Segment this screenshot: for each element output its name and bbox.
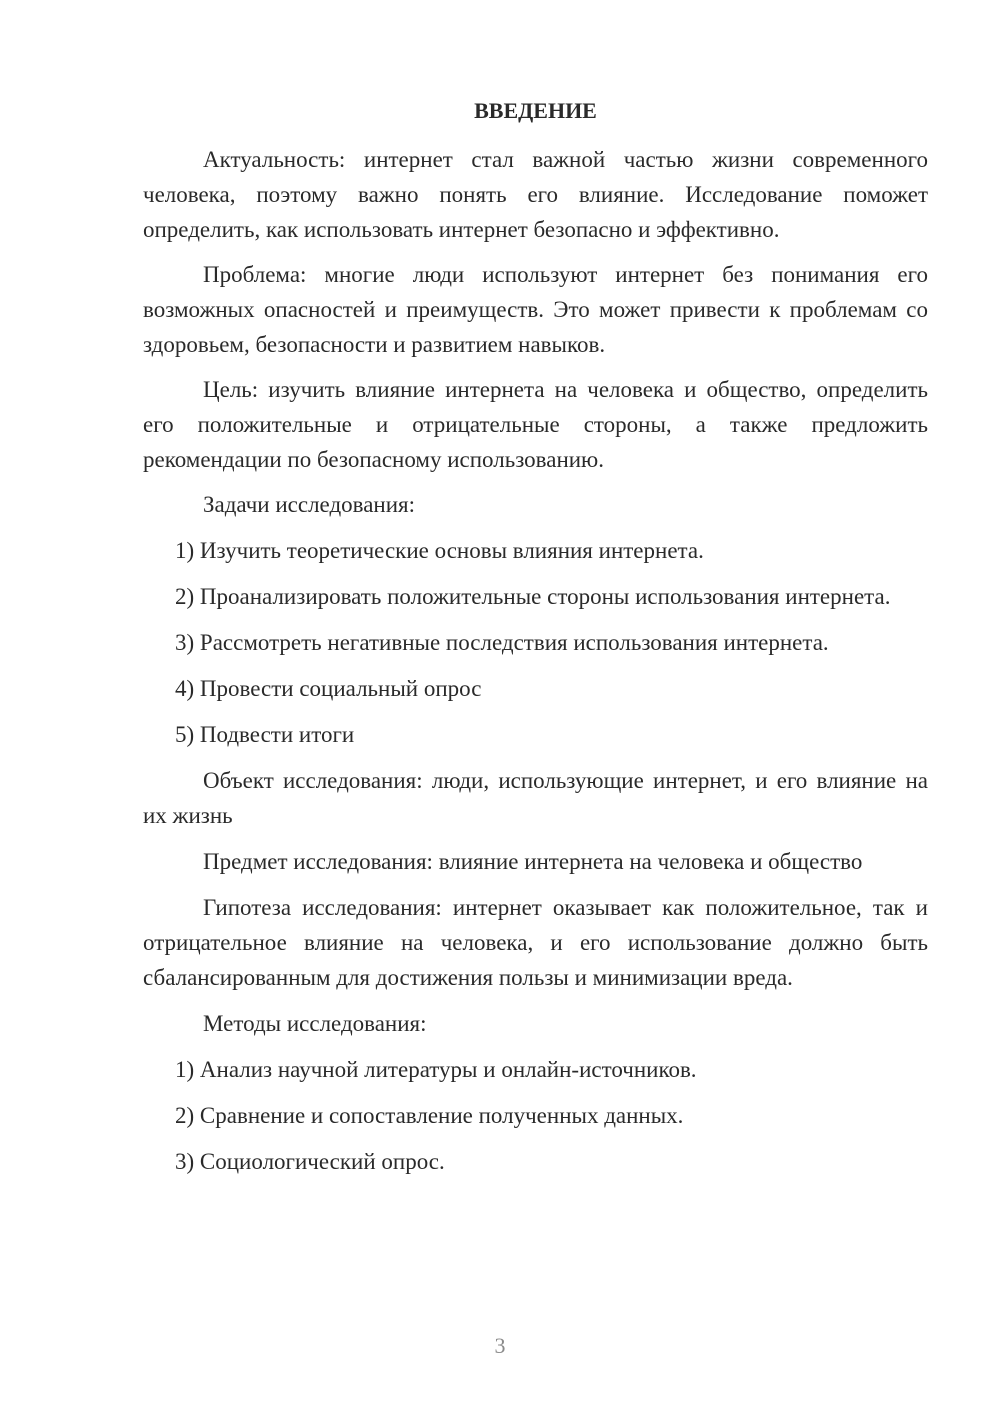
page-title: ВВЕДЕНИЕ [474, 98, 597, 123]
tasks-title: Задачи исследования: [203, 492, 416, 517]
methods-title: Методы исследования: [203, 1011, 427, 1036]
method-item-3: 3) Социологический опрос. [175, 1149, 445, 1174]
method-item-2: 2) Сравнение и сопоставление полученных данных. [175, 1103, 684, 1128]
page-number: 3 [494, 1333, 506, 1358]
subject-paragraph: Предмет исследования: влияние интернета на человека и общество [203, 849, 863, 874]
problem-paragraph: Проблема: многие люди используют интернет без понимания его возможных опасностей и преимуществ. Это может привести к проблемам со здоровьем, безопасности и развитием навыков. [143, 262, 928, 357]
object-paragraph: Объект исследования: люди, использующие интернет, и его влияние на их жизнь [143, 768, 928, 828]
task-item-5: 5) Подвести итоги [175, 722, 355, 747]
method-item-1: 1) Анализ научной литературы и онлайн-источников. [175, 1057, 697, 1082]
goal-paragraph: Цель: изучить влияние интернета на человека и общество, определить его положительные и отрицательные стороны, а также предложить рекомендации по безопасному использованию. [143, 377, 928, 472]
task-item-4: 4) Провести социальный опрос [175, 676, 482, 701]
task-item-1: 1) Изучить теоретические основы влияния интернета. [175, 538, 704, 563]
relevance-paragraph: Актуальность: интернет стал важной частью жизни современного человека, поэтому важно понять его влияние. Исследование поможет определить, как использовать интернет безопасно и эффективно. [143, 147, 928, 242]
task-item-3: 3) Рассмотреть негативные последствия использования интернета. [175, 630, 829, 655]
hypothesis-paragraph: Гипотеза исследования: интернет оказывает как положительное, так и отрицательное влияние на человека, и его использование должно быть сбалансированным для достижения пользы и минимизации вреда. [143, 895, 928, 990]
task-item-2: 2) Проанализировать положительные стороны использования интернета. [175, 584, 891, 609]
page-body [143, 98, 928, 1179]
